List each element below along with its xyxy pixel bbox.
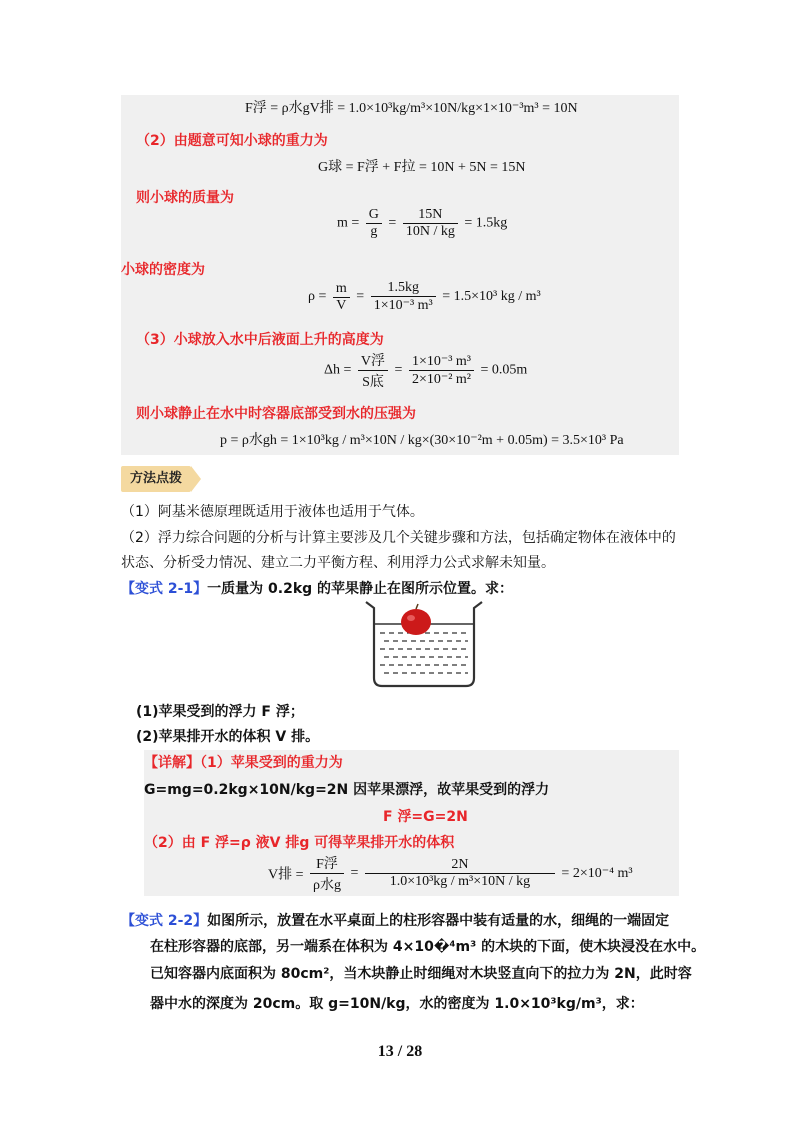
variant-2-2-line-1: 【变式 2-2】如图所示，放置在水平桌面上的柱形容器中装有适量的水，细绳的一端固定 [121,913,670,929]
equation-density: ρ = $\frac{m}{V}$ = $\frac{1.5kg}{\text{1×10⁻³ m³}}$ = 1.5×10³ kg / m³ [308,280,541,313]
apple-icon [401,604,431,635]
variant-2-1-tag: 【变式 2-1】 [121,581,208,597]
variant-2-2-tag: 【变式 2-2】 [121,913,208,929]
gravity-line: G=mg=0.2kg×10N/kg=2N 因苹果漂浮，故苹果受到的浮力 [144,782,550,798]
detail-heading-line [144,752,343,772]
density-fraction-2: $\frac{1.5kg}{\text{1×10⁻³ m³}}$ [371,280,436,314]
density-fraction-1: $\frac{m}{V}$ [333,281,350,314]
variant-2-1-q1: (1)苹果受到的浮力 F 浮； [136,704,304,720]
equation-height: Δh = $\frac{\text{V浮}}{\text{S底}}$ = $\frac{\text{1×10⁻³ m³}}{\text{2×10⁻² m²}}$ = 0.05m [324,350,527,391]
part3-heading: （3）小球放入水中后液面上升的高度为 [136,332,384,348]
equation-gravity: G球 = F浮 + F拉 = 10N + 5N = 15N [318,160,526,175]
variant-2-1-text: 一质量为 0.2kg 的苹果静止在图所示位置。求： [207,581,514,597]
volume-fraction-1: $\frac{\text{F浮}}{\text{ρ水g}}$ [310,853,344,894]
method-point-1: （1）阿基米德原理既适用于液体也适用于气体。 [121,504,424,520]
equation-buoyancy: F浮 = ρ水gV排 = 1.0×10³kg/m³×10N/kg×1×10⁻³m³ = 10N [245,101,578,116]
detail-tag: 【详解】 [144,755,200,771]
variant-2-2-line-2: 在柱形容器的底部，另一端系在体积为 4×10�⁴m³ 的木块的下面，使木块浸没在水中。 [150,939,706,955]
variant-2-2-line-4: 器中水的深度为 20cm。取 g=10N/kg，水的密度为 1.0×10³kg/m³，求： [150,996,644,1012]
height-fraction-1: $\frac{\text{V浮}}{\text{S底}}$ [358,350,388,391]
mass-left: m = [337,215,360,231]
mass-fraction-1: $\frac{G}{g}$ [366,207,382,240]
part2-heading: （2）由题意可知小球的重力为 [136,133,328,149]
variant-2-1-q2: (2)苹果排开水的体积 V 排。 [136,729,320,745]
beaker-apple-figure [364,600,494,690]
method-point-2-line-2: 状态、分析受力情况、建立二力平衡方程、利用浮力公式求解未知量。 [121,555,555,571]
mass-result: = 1.5kg [464,215,508,231]
method-badge: 方法点拨 [121,466,191,492]
buoyancy-line: F 浮=G=2N [383,809,468,825]
detail-heading: （1）苹果受到的重力为 [200,755,343,771]
pressure-heading: 则小球静止在水中时容器底部受到水的压强为 [136,406,416,422]
variant-2-2-line-3: 已知容器内底面积为 80cm²，当木块静止时细绳对木块竖直向下的拉力为 2N，此时容 [150,966,692,982]
mass-heading: 则小球的质量为 [136,190,234,206]
variant-2-1-question [121,578,513,598]
volume-fraction-2: $\frac{2N}{\text{1.0×10³kg / m³×10N / kg}}$ [365,857,555,890]
height-fraction-2: $\frac{\text{1×10⁻³ m³}}{\text{2×10⁻² m²}}$ [409,353,474,388]
equation-pressure: p = ρ水gh = 1×10³kg / m³×10N / kg×(30×10⁻²m + 0.05m) = 3.5×10³ Pa [220,433,624,448]
density-heading: 小球的密度为 [121,262,205,278]
equation-mass: m = $\frac{G}{g}$ = $\frac{15N}{10N / kg}$ = 1.5kg [337,207,508,239]
method-point-2-line-1: （2）浮力综合问题的分析与计算主要涉及几个关键步骤和方法，包括确定物体在液体中的 [121,530,676,546]
mass-fraction-2: $\frac{15N}{10N / kg}$ [403,207,458,240]
equation-volume: V排 = $\frac{\text{F浮}}{\text{ρ水g}}$ = $\frac{2N}{\text{1.0×10³kg / m³×10N / kg}}$ = 2×10⁻⁴ m³ [268,853,633,894]
page-number: 13 / 28 [377,1043,423,1060]
variant-part2-heading: （2）由 F 浮=ρ 液V 排g 可得苹果排开水的体积 [144,835,455,851]
water-dashes [380,633,468,673]
